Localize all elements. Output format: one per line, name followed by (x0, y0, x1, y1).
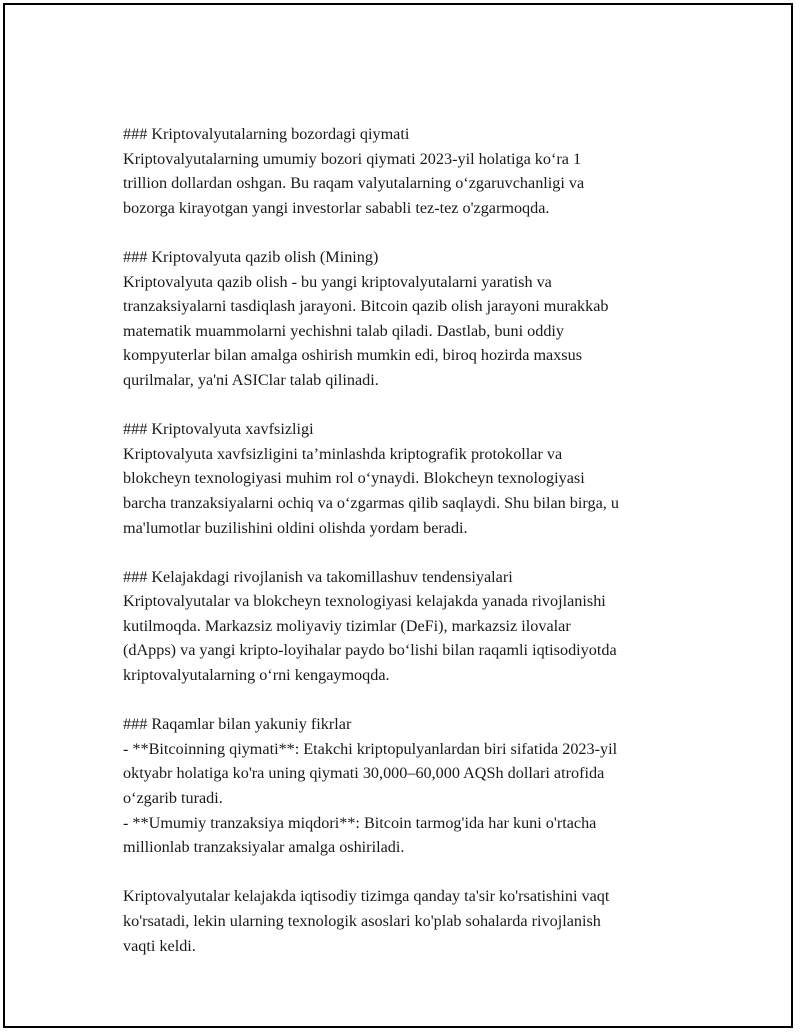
closing-paragraph-line: ko'rsatadi, lekin ularning texnologik asoslari ko'plab sohalarda rivojlanish (123, 912, 601, 930)
list-line: millionlab tranzaksiyalar amalga oshiriladi. (123, 838, 405, 857)
section-heading: ### Kriptovalyutalarning bozordagi qiymati (123, 125, 410, 143)
paragraph-line: kutilmoqda. Markazsiz moliyaviy tizimlar (DeFi), markazsiz ilovalar (123, 616, 571, 635)
paragraph-gap (123, 393, 698, 418)
paragraph-line: blokcheyn texnologiyasi muhim rol o‘ynaydi. Blokcheyn texnologiyasi (123, 469, 585, 488)
paragraph-line: qurilmalar, ya'ni ASIClar talab qilinadi. (123, 370, 379, 389)
paragraph-gap (123, 540, 698, 565)
section-heading: ### Raqamlar bilan yakuniy fikrlar (123, 715, 352, 734)
paragraph-line: kriptovalyutalarning o‘rni kengaymoqda. (123, 666, 390, 685)
document-body (123, 122, 698, 958)
paragraph-line: kompyuterlar bilan amalga oshirish mumkin edi, biroq hozirda maxsus (123, 346, 583, 365)
list-line: oktyabr holatiga ko'ra uning qiymati 30,000–60,000 AQSh dollari atrofida (123, 764, 605, 783)
paragraph-gap (123, 688, 698, 713)
paragraph-line: ma'lumotlar buzilishini oldini olishda yordam beradi. (123, 518, 468, 537)
paragraph-gap (123, 220, 698, 245)
closing-paragraph-line: vaqti keldi. (123, 936, 196, 955)
paragraph-line: matematik muammolarni yechishni talab qiladi. Dastlab, buni oddiy (123, 321, 565, 340)
list-line: - **Bitcoinning qiymati**: Etakchi kriptopulyanlardan biri sifatida 2023-yil (123, 739, 618, 758)
paragraph-line: Kriptovalyutalar va blokcheyn texnologiyasi kelajakda yanada rivojlanishi (123, 592, 606, 611)
paragraph-line: tranzaksiyalarni tasdiqlash jarayoni. Bitcoin qazib olish jarayoni murakkab (123, 297, 609, 316)
paragraph-line: Kriptovalyuta qazib olish - bu yangi kriptovalyutalarni yaratish va (123, 272, 552, 291)
paragraph-line: (dApps) va yangi kripto-loyihalar paydo bo‘lishi bilan raqamli iqtisodiyotda (123, 641, 617, 660)
section-heading: ### Kelajakdagi rivojlanish va takomillashuv tendensiyalari (123, 567, 513, 586)
list-line: - **Umumiy tranzaksiya miqdori**: Bitcoin tarmog'ida har kuni o'rtacha (123, 813, 597, 832)
closing-paragraph-line: Kriptovalyutalar kelajakda iqtisodiy tizimga qanday ta'sir ko'rsatishini vaqt (123, 887, 610, 906)
paragraph-line: bozorga kirayotgan yangi investorlar sababli tez-tez o'zgarmoqda. (123, 198, 550, 217)
paragraph-line: trillion dollardan oshgan. Bu raqam valyutalarning o‘zgaruvchanligi va (123, 174, 585, 193)
paragraph-line: Kriptovalyutalarning umumiy bozori qiymati 2023-yil holatiga ko‘ra 1 (123, 149, 582, 168)
paragraph-gap (123, 860, 698, 885)
paragraph-line: Kriptovalyuta xavfsizligini ta’minlashda kriptografik protokollar va (123, 444, 563, 463)
section-heading: ### Kriptovalyuta xavfsizligi (123, 420, 314, 439)
section-heading: ### Kriptovalyuta qazib olish (Mining) (123, 247, 379, 266)
list-line: o‘zgarib turadi. (123, 789, 223, 808)
paragraph-line: barcha tranzaksiyalarni ochiq va o‘zgarmas qilib saqlaydi. Shu bilan birga, u (123, 493, 619, 512)
page-frame (3, 3, 793, 1028)
